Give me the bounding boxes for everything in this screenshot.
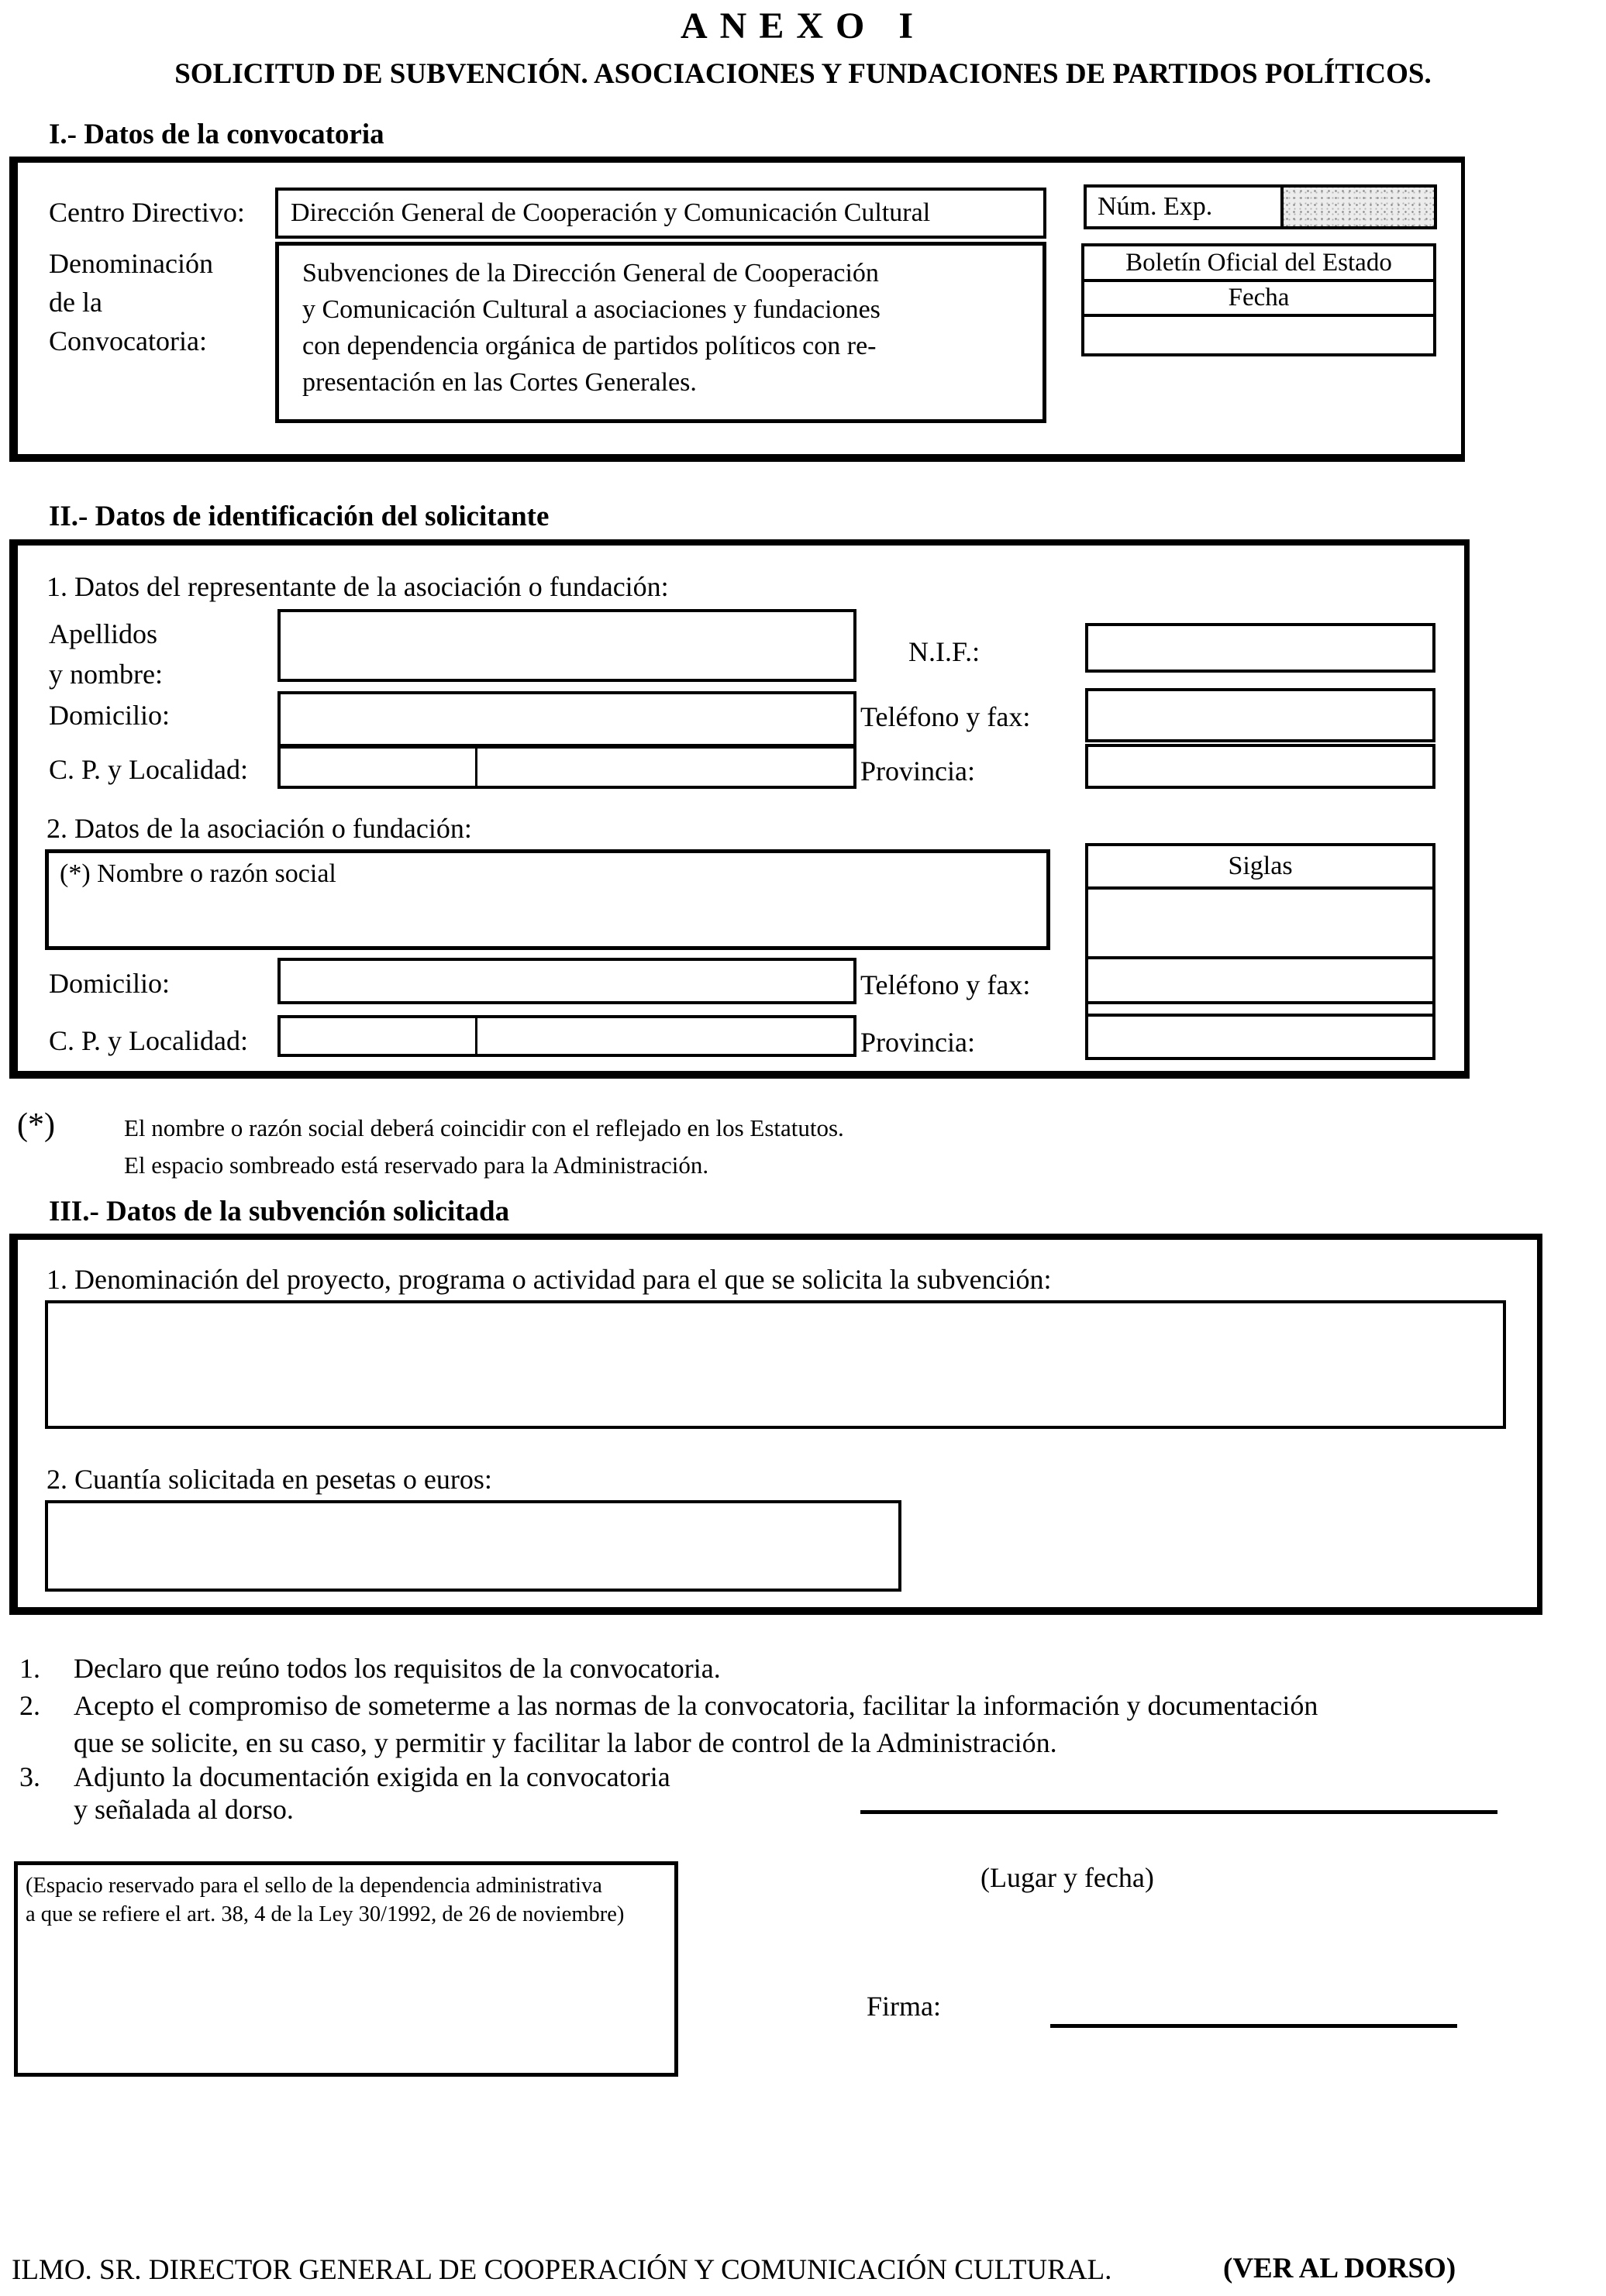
declaration2-number: 2. (19, 1690, 40, 1721)
cp-localidad2-group (277, 1015, 856, 1057)
form-title: SOLICITUD DE SUBVENCIÓN. ASOCIACIONES Y FUNDACIONES DE PARTIDOS POLÍTICOS. (174, 58, 1432, 90)
footnote-marker: (*) (17, 1107, 55, 1143)
nombre-razon-social-input[interactable] (45, 849, 1050, 950)
domicilio-input[interactable] (277, 691, 856, 747)
proyecto-heading: 1. Denominación del proyecto, programa o actividad para el que se solicita la subvención: (47, 1264, 1052, 1295)
telefono2-input[interactable] (1085, 956, 1435, 1004)
localidad-input[interactable] (477, 749, 853, 786)
cuantia-input[interactable] (45, 1500, 901, 1592)
footer-note: (VER AL DORSO) (1223, 2253, 1456, 2284)
apellidos-label-line: y nombre: (49, 659, 163, 690)
proyecto-input[interactable] (45, 1300, 1506, 1429)
nif-input[interactable] (1085, 623, 1435, 673)
provincia-label: Provincia: (860, 756, 975, 787)
telefono-input[interactable] (1085, 688, 1435, 742)
num-exp-field[interactable] (1280, 188, 1434, 226)
denominacion-value-line: con dependencia orgánica de partidos políticos con re- (302, 332, 877, 360)
denominacion-label-line: de la (49, 287, 102, 318)
num-exp-group (1084, 184, 1437, 229)
denominacion-value-line: y Comunicación Cultural a asociaciones y fundaciones (302, 295, 881, 324)
apellidos-label-line: Apellidos (49, 618, 157, 649)
footer-addressee: ILMO. SR. DIRECTOR GENERAL DE COOPERACIÓN Y COMUNICACIÓN CULTURAL. (12, 2254, 1112, 2286)
domicilio2-label: Domicilio: (49, 968, 170, 999)
denominacion-label-line: Convocatoria: (49, 325, 207, 356)
stamp-text-line2: a que se refiere el art. 38, 4 de la Ley 30/1992, de 26 de noviembre) (26, 1902, 625, 1926)
denominacion-label (49, 244, 213, 360)
asociacion-heading: 2. Datos de la asociación o fundación: (47, 813, 472, 844)
stamp-text-line1: (Espacio reservado para el sello de la dependencia administrativa (26, 1874, 602, 1898)
stamp-area[interactable] (14, 1861, 678, 2077)
cp2-input[interactable] (281, 1018, 477, 1054)
centro-directivo-label: Centro Directivo: (49, 197, 245, 228)
domicilio-label: Domicilio: (49, 700, 170, 731)
boe-fecha-label: Fecha (1084, 282, 1433, 317)
section3-heading: III.- Datos de la subvención solicitada (49, 1196, 510, 1227)
domicilio2-input[interactable] (277, 958, 856, 1004)
footnote-line1: El nombre o razón social deberá coincidir con el reflejado en los Estatutos. (124, 1114, 844, 1141)
apellidos-input[interactable] (277, 609, 856, 682)
annex-title: ANEXO I (680, 5, 926, 46)
footnote-line2: El espacio sombreado está reservado para la Administración. (124, 1151, 709, 1179)
siglas-label: Siglas (1088, 846, 1432, 890)
lugar-fecha-line (860, 1810, 1497, 1814)
telefono-label: Teléfono y fax: (860, 701, 1031, 732)
declaration2-text-line2: que se solicite, en su caso, y permitir y facilitar la labor de control de la Administración. (74, 1727, 1057, 1758)
declaration2-text-line1: Acepto el compromiso de someterme a las normas de la convocatoria, facilitar la información y documentación (74, 1690, 1318, 1721)
section1-heading: I.- Datos de la convocatoria (49, 119, 384, 150)
denominacion-value-line: presentación en las Cortes Generales. (302, 368, 697, 397)
boe-table (1081, 243, 1436, 356)
cp-localidad2-label: C. P. y Localidad: (49, 1025, 248, 1056)
cp-localidad-label: C. P. y Localidad: (49, 754, 248, 785)
lugar-fecha-label: (Lugar y fecha) (980, 1862, 1154, 1893)
provincia2-input[interactable] (1085, 1014, 1435, 1060)
denominacion-label-line: Denominación (49, 248, 213, 279)
declaration3-text-line2: y señalada al dorso. (74, 1794, 294, 1825)
denominacion-value-box (275, 242, 1046, 423)
num-exp-label: Núm. Exp. (1098, 192, 1213, 221)
cuantia-heading: 2. Cuantía solicitada en pesetas o euros: (47, 1464, 492, 1495)
centro-directivo-value: Dirección General de Cooperación y Comunicación Cultural (275, 188, 1046, 239)
provincia-input[interactable] (1085, 744, 1435, 789)
denominacion-value-line: Subvenciones de la Dirección General de Cooperación (302, 259, 879, 287)
signature-line[interactable] (1050, 2024, 1457, 2028)
apellidos-label (49, 614, 163, 694)
boe-fecha-field[interactable] (1084, 317, 1433, 353)
nombre-razon-social-label: (*) Nombre o razón social (60, 859, 336, 888)
telefono2-label: Teléfono y fax: (860, 969, 1031, 1000)
declaration1-number: 1. (19, 1653, 40, 1684)
boe-header: Boletín Oficial del Estado (1084, 246, 1433, 282)
cp-input[interactable] (281, 749, 477, 786)
provincia2-label: Provincia: (860, 1027, 975, 1058)
cp-localidad-group (277, 745, 856, 789)
declaration3-number: 3. (19, 1761, 40, 1792)
declaration3-text-line1: Adjunto la documentación exigida en la convocatoria (74, 1761, 670, 1792)
representante-heading: 1. Datos del representante de la asociación o fundación: (47, 571, 669, 602)
declaration1-text: Declaro que reúno todos los requisitos de la convocatoria. (74, 1653, 721, 1684)
section2-heading: II.- Datos de identificación del solicitante (49, 501, 550, 532)
localidad2-input[interactable] (477, 1018, 853, 1054)
firma-label: Firma: (867, 1991, 941, 2022)
nif-label: N.I.F.: (908, 636, 980, 667)
